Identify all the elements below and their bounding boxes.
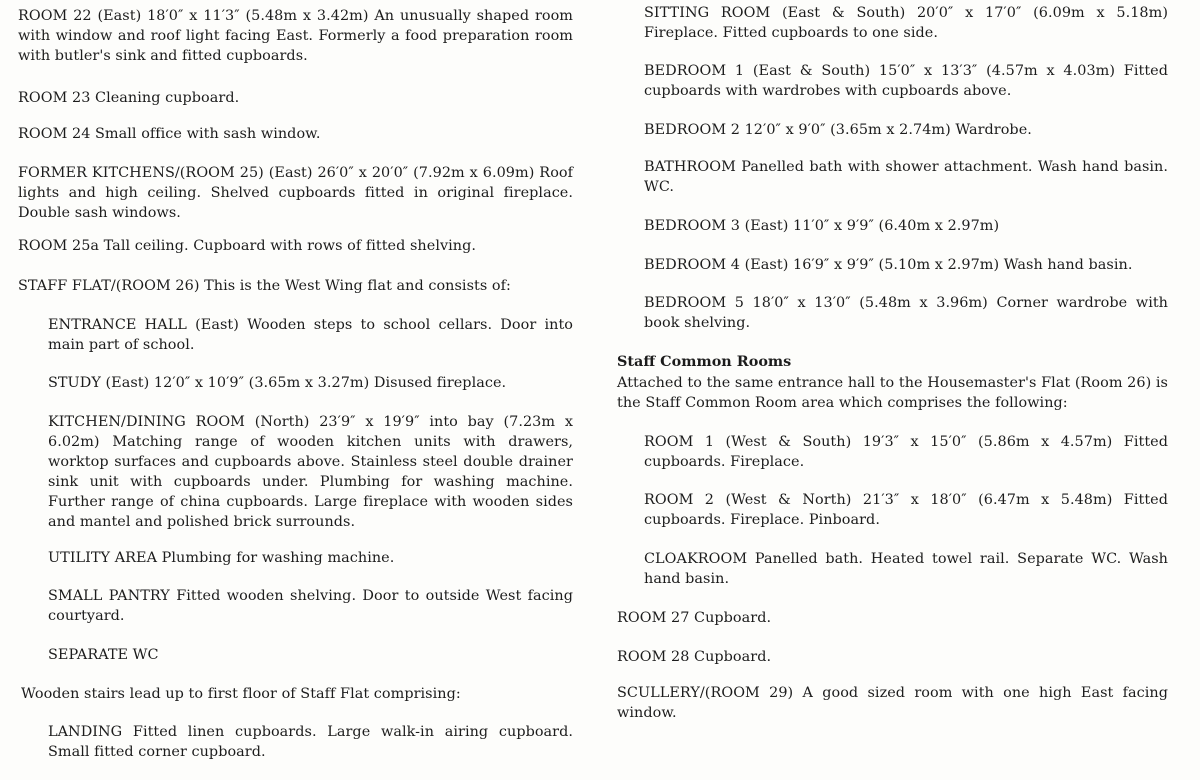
utility-area-entry: UTILITY AREA Plumbing for washing machine. xyxy=(48,550,395,566)
bedroom-3-entry: BEDROOM 3 (East) 11′0″ x 9′9″ (6.40m x 2.97m) xyxy=(644,218,1000,234)
common-room-1-entry: ROOM 1 (West & South) 19′3″ x 15′0″ (5.86m x 4.57m) Fitted cupboards. Fireplace. xyxy=(644,434,1168,470)
small-pantry-entry: SMALL PANTRY Fitted wooden shelving. Door to outside West facing courtyard. xyxy=(48,588,573,624)
bedroom-4-entry: BEDROOM 4 (East) 16′9″ x 9′9″ (5.10m x 2.97m) Wash hand basin. xyxy=(644,257,1133,273)
room-25a-entry: ROOM 25a Tall ceiling. Cupboard with rows of fitted shelving. xyxy=(18,238,477,254)
staff-common-rooms-intro: Attached to the same entrance hall to the Housemaster's Flat (Room 26) is the Staff Common Room area which comprises the following: xyxy=(617,375,1168,411)
bedroom-2-entry: BEDROOM 2 12′0″ x 9′0″ (3.65m x 2.74m) Wardrobe. xyxy=(644,122,1032,138)
staff-flat-entry: STAFF FLAT/(ROOM 26) This is the West Wing flat and consists of: xyxy=(18,278,511,294)
scullery-entry: SCULLERY/(ROOM 29) A good sized room with one high East facing window. xyxy=(617,685,1168,721)
separate-wc-entry: SEPARATE WC xyxy=(48,647,159,663)
bedroom-5-entry: BEDROOM 5 18′0″ x 13′0″ (5.48m x 3.96m) Corner wardrobe with book shelving. xyxy=(644,295,1168,331)
wooden-stairs-entry: Wooden stairs lead up to first floor of Staff Flat comprising: xyxy=(21,686,461,702)
study-entry: STUDY (East) 12′0″ x 10′9″ (3.65m x 3.27m) Disused fireplace. xyxy=(48,375,507,391)
room-23-entry: ROOM 23 Cleaning cupboard. xyxy=(18,90,240,106)
landing-entry: LANDING Fitted linen cupboards. Large walk-in airing cupboard. Small fitted corner cupboard. xyxy=(48,724,573,760)
sitting-room-entry: SITTING ROOM (East & South) 20′0″ x 17′0″ (6.09m x 5.18m) Fireplace. Fitted cupboards to one side. xyxy=(644,5,1168,41)
staff-common-rooms-heading: Staff Common Rooms xyxy=(617,353,792,370)
kitchen-dining-entry: KITCHEN/DINING ROOM (North) 23′9″ x 19′9″ into bay (7.23m x 6.02m) Matching range of wooden kitchen units with drawers, worktop surfaces and cupboards above. Stainless steel double drainer sink unit with cupboards under. Plumbing for washing machine. Further range of china cupboards. Large fireplace with wooden sides and mantel and polished brick surrounds. xyxy=(48,414,573,530)
cloakroom-entry: CLOAKROOM Panelled bath. Heated towel rail. Separate WC. Wash hand basin. xyxy=(644,551,1168,587)
common-room-2-entry: ROOM 2 (West & North) 21′3″ x 18′0″ (6.47m x 5.48m) Fitted cupboards. Fireplace. Pinboard. xyxy=(644,492,1168,528)
room-27-entry: ROOM 27 Cupboard. xyxy=(617,610,772,626)
bathroom-entry: BATHROOM Panelled bath with shower attachment. Wash hand basin. WC. xyxy=(644,159,1168,195)
room-24-entry: ROOM 24 Small office with sash window. xyxy=(18,126,321,142)
room-22-entry: ROOM 22 (East) 18′0″ x 11′3″ (5.48m x 3.42m) An unusually shaped room with window and roof light facing East. Formerly a food preparation room with butler's sink and fitted cupboards. xyxy=(18,8,573,64)
bedroom-1-entry: BEDROOM 1 (East & South) 15′0″ x 13′3″ (4.57m x 4.03m) Fitted cupboards with wardrobes with cupboards above. xyxy=(644,63,1168,99)
room-28-entry: ROOM 28 Cupboard. xyxy=(617,649,772,665)
entrance-hall-entry: ENTRANCE HALL (East) Wooden steps to school cellars. Door into main part of school. xyxy=(48,317,573,353)
former-kitchens-entry: FORMER KITCHENS/(ROOM 25) (East) 26′0″ x 20′0″ (7.92m x 6.09m) Roof lights and high ceiling. Shelved cupboards fitted in original fireplace. Double sash windows. xyxy=(18,165,573,221)
